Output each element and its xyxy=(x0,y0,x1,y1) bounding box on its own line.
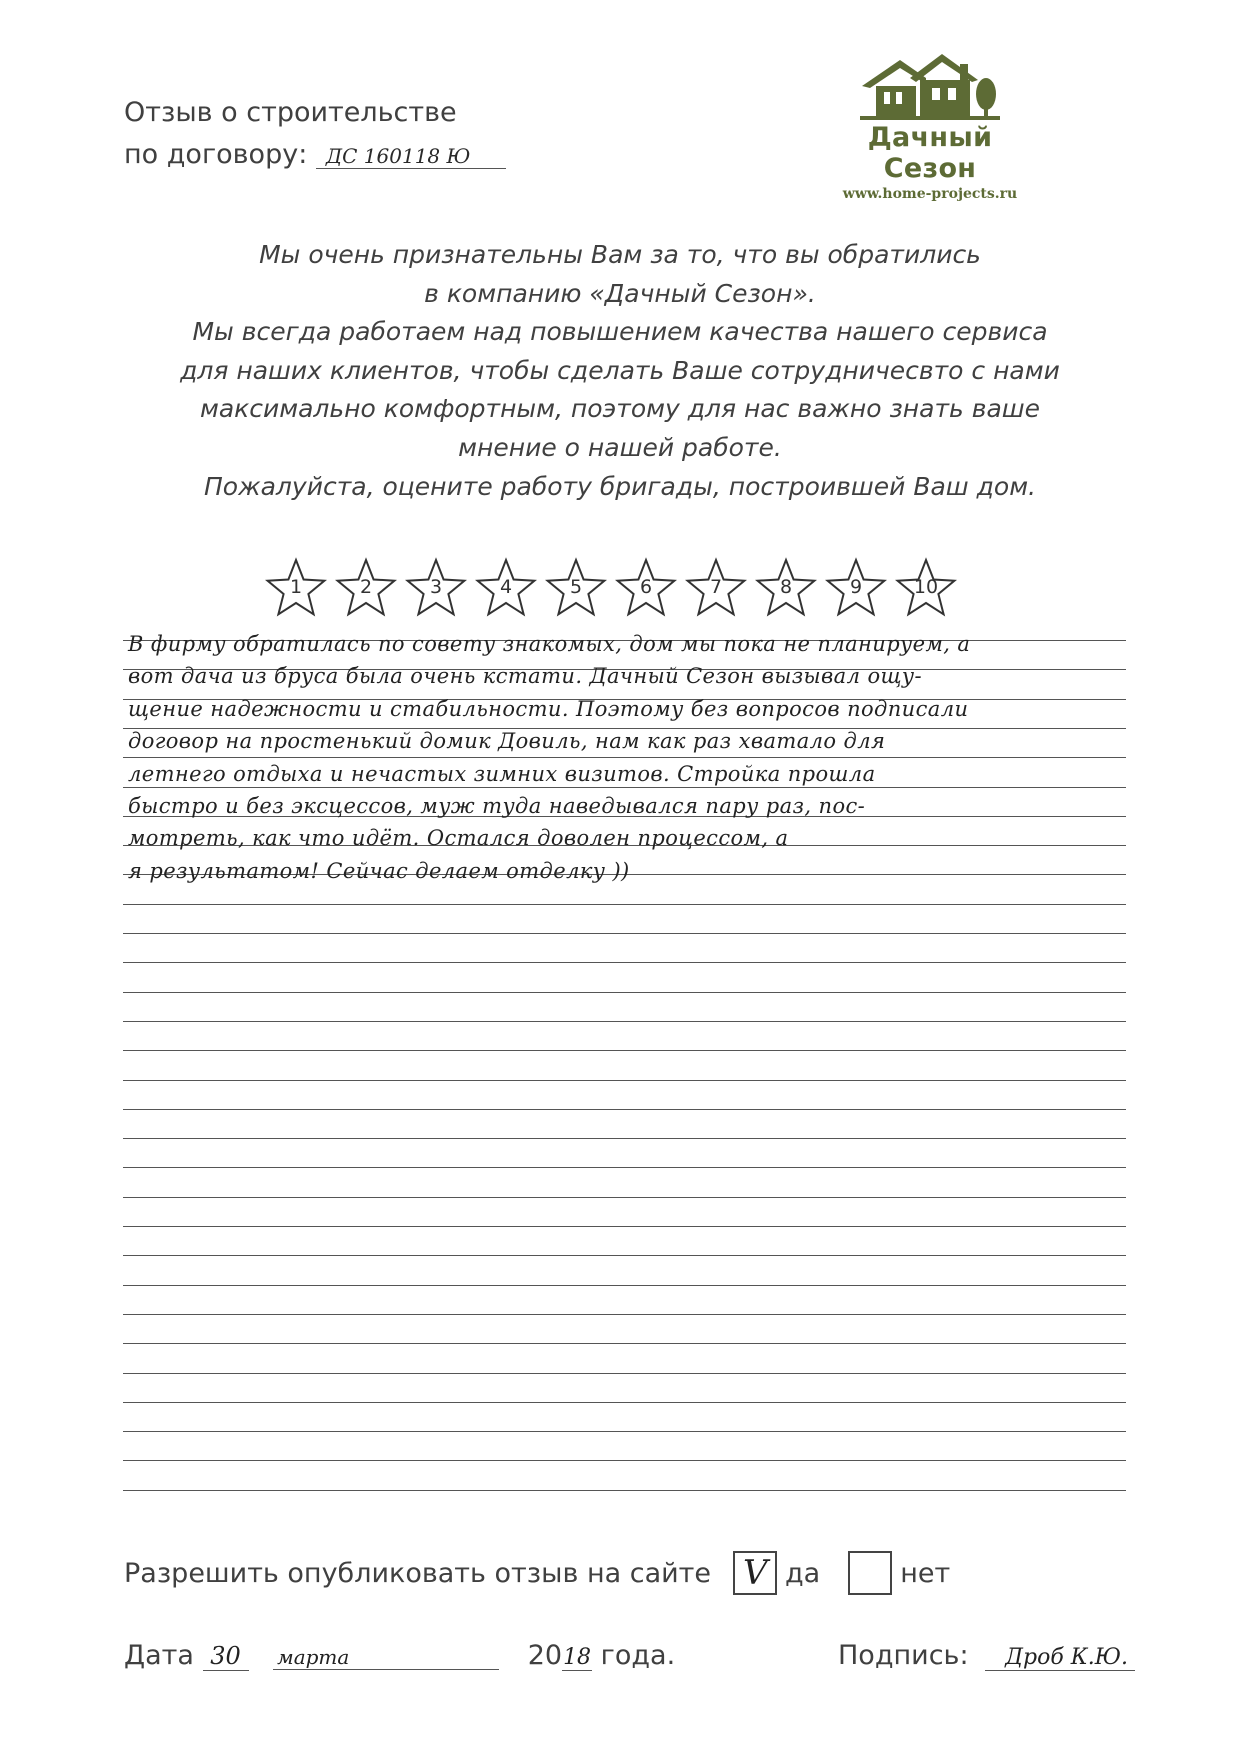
star-7[interactable] xyxy=(685,556,747,620)
star-number: 10 xyxy=(913,576,939,598)
star-4[interactable] xyxy=(475,556,537,620)
ruled-line xyxy=(123,904,1126,905)
ruled-line xyxy=(123,1314,1126,1315)
date-label: Дата xyxy=(124,1640,194,1671)
signature-row xyxy=(838,1640,1135,1671)
star-1[interactable] xyxy=(265,556,327,620)
ruled-line xyxy=(123,1197,1126,1198)
form-header xyxy=(124,92,506,176)
house-logo-icon xyxy=(860,48,1000,120)
date-year-word: года. xyxy=(600,1640,676,1671)
review-line: договор на простенький домик Довиль, нам как раз хватало для xyxy=(128,729,886,754)
publish-permission-row xyxy=(124,1551,960,1595)
ruled-line xyxy=(123,992,1126,993)
review-line: я результатом! Сейчас делаем отделку )) xyxy=(128,858,630,883)
ruled-line xyxy=(123,1255,1126,1256)
review-line: летнего отдыха и нечастых зимних визитов. Стройка прошла xyxy=(128,761,876,786)
star-number: 3 xyxy=(429,576,443,598)
ruled-line xyxy=(123,1021,1126,1022)
contract-number-field[interactable]: ДС 160118 Ю xyxy=(316,144,506,169)
date-year-prefix: 20 xyxy=(527,1640,563,1671)
ruled-line xyxy=(123,1138,1126,1139)
star-number: 1 xyxy=(289,576,303,598)
review-text[interactable] xyxy=(128,628,1128,887)
signature-field[interactable]: Дроб К.Ю. xyxy=(985,1645,1135,1671)
date-year-field[interactable]: 18 xyxy=(563,1645,592,1670)
star-2[interactable] xyxy=(335,556,397,620)
contract-label: по договору: xyxy=(124,139,308,170)
ruled-line xyxy=(123,1080,1126,1081)
intro-line: для наших клиентов, чтобы сделать Ваше сотрудничесвто с нами xyxy=(180,355,1060,385)
contract-row xyxy=(124,134,506,176)
ruled-line xyxy=(123,1050,1126,1051)
company-name: Дачный Сезон xyxy=(867,122,993,184)
intro-text xyxy=(120,236,1120,506)
review-line: вот дача из бруса была очень кстати. Дачный Сезон вызывал ощу- xyxy=(128,664,922,689)
star-number: 6 xyxy=(639,576,653,598)
publish-yes-checkbox[interactable] xyxy=(733,1551,777,1595)
ruled-line xyxy=(123,1431,1126,1432)
star-number: 7 xyxy=(709,576,723,598)
form-title: Отзыв о строительстве xyxy=(124,97,457,128)
ruled-line xyxy=(123,1402,1126,1403)
intro-line: Мы очень признательны Вам за то, что вы обратились xyxy=(259,240,981,269)
ruled-line xyxy=(123,1226,1126,1227)
date-day-field[interactable]: 30 xyxy=(203,1642,249,1671)
ruled-line xyxy=(123,1109,1126,1110)
star-3[interactable] xyxy=(405,556,467,620)
ruled-line xyxy=(123,962,1126,963)
star-number: 2 xyxy=(359,576,373,598)
intro-line: в компанию «Дачный Сезон». xyxy=(424,278,816,308)
intro-line: Пожалуйста, оцените работу бригады, построившей Ваш дом. xyxy=(204,471,1036,501)
star-number: 4 xyxy=(499,576,513,598)
review-line: быстро и без эксцессов, муж туда наведывался пару раз, пос- xyxy=(128,794,866,819)
intro-line: мнение о нашей работе. xyxy=(458,432,782,462)
publish-no-label: нет xyxy=(900,1557,951,1589)
ruled-line xyxy=(123,1167,1126,1168)
star-6[interactable] xyxy=(615,556,677,620)
review-line: мотреть, как что идёт. Остался доволен процессом, а xyxy=(128,826,789,851)
review-line: щение надежности и стабильности. Поэтому без вопросов подписали xyxy=(128,696,969,721)
star-number: 5 xyxy=(569,576,583,598)
company-logo xyxy=(820,48,1040,202)
star-number: 9 xyxy=(849,576,863,598)
ruled-line xyxy=(123,1490,1126,1491)
review-line: В фирму обратилась по совету знакомых, дом мы пока не планируем, а xyxy=(128,632,971,656)
star-8[interactable] xyxy=(755,556,817,620)
publish-yes-label: да xyxy=(785,1557,821,1589)
date-month-field[interactable]: марта xyxy=(273,1645,499,1670)
intro-line: максимально комфортным, поэтому для нас важно знать ваше xyxy=(199,394,1041,424)
ruled-line xyxy=(123,933,1126,934)
ruled-line xyxy=(123,1460,1126,1461)
star-10[interactable] xyxy=(895,556,957,620)
ruled-line xyxy=(123,1285,1126,1286)
star-5[interactable] xyxy=(545,556,607,620)
checkmark-icon: V xyxy=(743,1553,768,1593)
star-number: 8 xyxy=(779,576,793,598)
date-row xyxy=(124,1640,675,1671)
ruled-line xyxy=(123,1373,1126,1374)
ruled-line xyxy=(123,1343,1126,1344)
intro-line: Мы всегда работаем над повышением качества нашего сервиса xyxy=(192,317,1048,347)
publish-no-checkbox[interactable] xyxy=(848,1551,892,1595)
company-url: www.home-projects.ru xyxy=(842,186,1018,202)
star-9[interactable] xyxy=(825,556,887,620)
signature-label: Подпись: xyxy=(838,1640,969,1671)
publish-label: Разрешить опубликовать отзыв на сайте xyxy=(124,1557,711,1589)
